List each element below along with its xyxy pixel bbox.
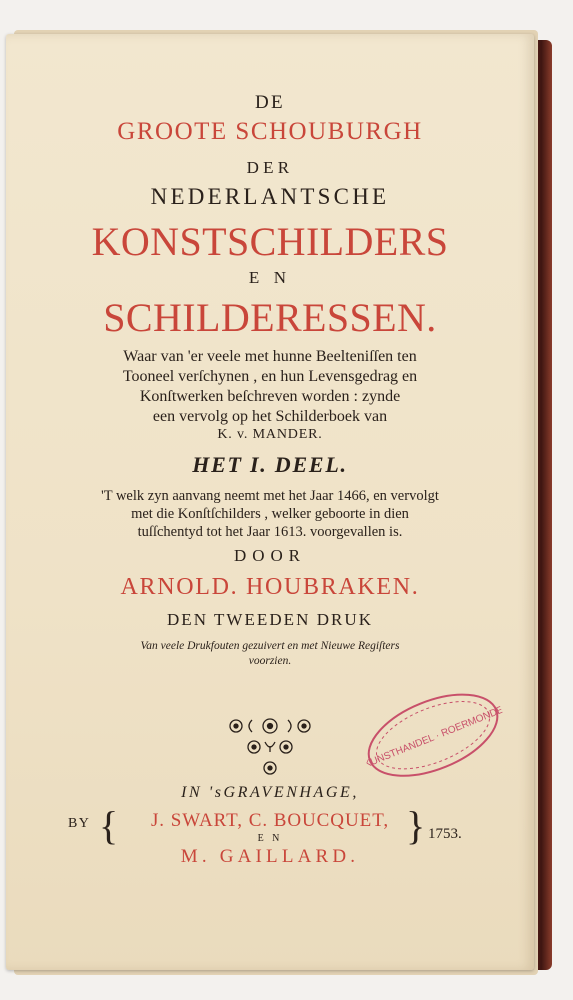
author-name: ARNOLD. HOUBRAKEN. — [120, 574, 420, 600]
description-line-2: Tooneel verſchynen , en hun Levensgedrag en — [122, 368, 418, 385]
title-line-konstschilders: KONSTSCHILDERS — [91, 219, 449, 264]
by-label: BY — [68, 816, 91, 831]
description-line-1: Waar van 'er veele met hunne Beelteniſſen ten — [123, 348, 417, 365]
note-line-1: Van veele Drukfouten gezuivert en met Nieuwe Regiſters — [140, 640, 400, 652]
printer-line-2: M. GAILLARD. — [180, 846, 360, 867]
printer-line-1: J. SWART, C. BOUCQUET, — [150, 810, 390, 831]
year-label: 1753. — [428, 826, 462, 842]
title-line-schilderessen: SCHILDERESSEN. — [103, 295, 437, 340]
right-brace: } — [406, 803, 426, 848]
edition-line: DEN TWEEDEN DRUK — [166, 610, 374, 629]
period-line-3: tuſſchentyd tot het Jaar 1613. voorgevallen is. — [137, 524, 403, 540]
note-line-2: voorzien. — [248, 655, 292, 667]
volume-heading: HET I. DEEL. — [192, 452, 348, 477]
period-line-2: met die Konſtſchilders , welker geboorte in dien — [131, 506, 409, 522]
ownership-stamp — [352, 672, 516, 799]
place-line: IN 'sGRAVENHAGE, — [181, 784, 359, 801]
title-page — [6, 34, 534, 970]
title-line-en: E N — [248, 268, 292, 287]
title-line-de: DE — [255, 92, 285, 113]
description-line-4: een vervolg op het Schilderboek van — [152, 408, 388, 425]
left-brace: { — [99, 803, 119, 848]
title-line-der: DER — [246, 158, 294, 177]
printer-line-en: E N — [257, 833, 283, 844]
door-line: DOOR — [234, 546, 306, 565]
description-line-5: K. v. MANDER. — [217, 427, 323, 442]
stamp-text: KUNSTHANDEL · ROERMONDE — [362, 704, 506, 771]
period-line-1: 'T welk zyn aanvang neemt met het Jaar 1466, en vervolgt — [101, 488, 439, 504]
title-line-groote: GROOTE SCHOUBURGH — [117, 118, 423, 145]
description-line-3: Konſtwerken beſchreven worden : zynde — [139, 388, 401, 405]
title-line-nederlantsche: NEDERLANTSCHE — [150, 184, 390, 209]
printer-ornament — [224, 716, 316, 780]
